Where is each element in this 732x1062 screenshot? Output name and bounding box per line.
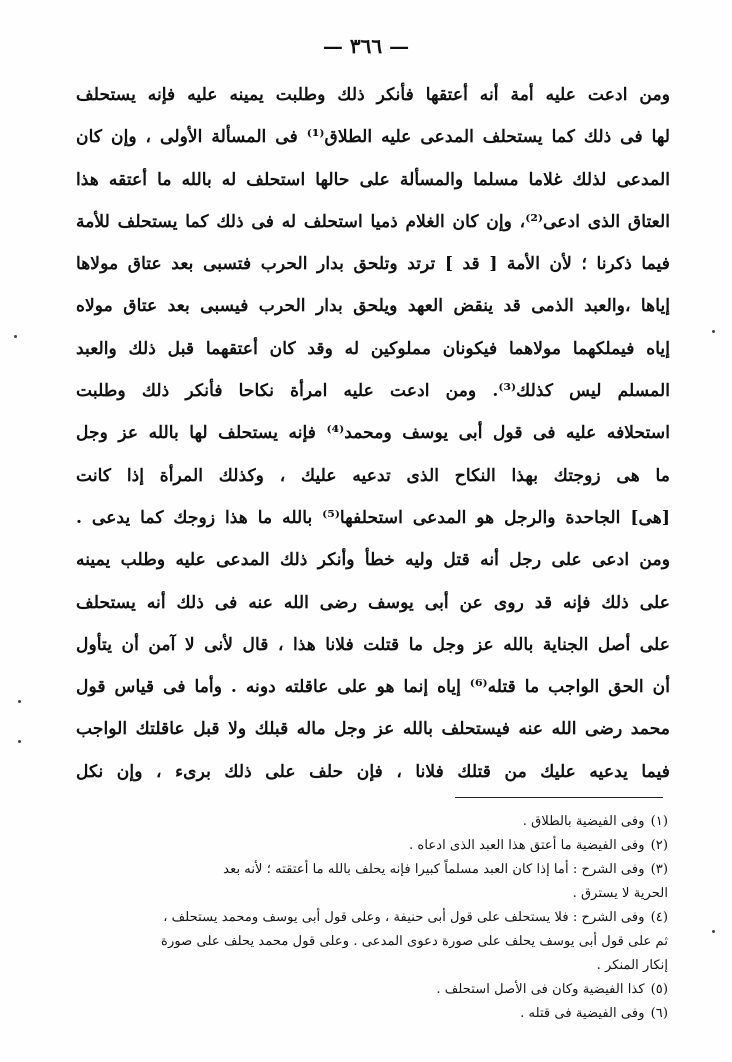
footnote-number: (٢): [650, 838, 668, 853]
footnotes: [78, 810, 668, 1026]
footnote: [78, 810, 668, 834]
text-line: المسلم ليس كذلك⁽³⁾. ومن ادعت عليه امرأة نكاحا فأنكر ذلك وطلبت: [76, 381, 670, 402]
text-line: المدعى لذلك غلاما مسلما والمسألة على حالها استحلف له بالله ما أعتقه هذا: [76, 169, 670, 190]
margin-dot: [18, 700, 21, 703]
footnote-text: وفى الفيضية ما أعتق هذا العبد الذى ادعاه .: [409, 838, 645, 853]
footnote: [78, 834, 668, 858]
main-text: [76, 74, 670, 793]
margin-dot: [14, 335, 17, 338]
margin-dot: [712, 330, 715, 333]
footnote-divider: [455, 797, 663, 798]
text-line: فيما ذكرنا ؛ لأن الأمة [ قد ] ترتد وتلحق بدار الحرب فتسبى بعد عتاق مولاها: [76, 254, 670, 275]
footnote-number: (١): [650, 814, 668, 829]
margin-dot: [712, 930, 715, 933]
text-line: إياه فيملكهما مولاهما فيكونان مملوكين له وقد كان أعتقهما قبل ذلك والعبد: [76, 338, 670, 359]
footnote-number: (٣): [650, 862, 668, 877]
footnote-number: (٤): [650, 910, 668, 925]
footnote-text: الحرية لا يسترق .: [572, 886, 668, 901]
footnote: [78, 1002, 668, 1026]
text-line: استحلافه عليه فى قول أبى يوسف ومحمد⁽⁴⁾ فإنه يستحلف لها بالله عز وجل: [76, 423, 670, 444]
text-line: إياها ،والعبد الذمى قد ينقض العهد ويلحق بدار الحرب فيسبى بعد عتاق مولاه: [76, 296, 670, 317]
text-line: لها فى ذلك كما يستحلف المدعى عليه الطلاق⁽¹⁾ فى المسألة الأولى ، وإن كان: [76, 127, 670, 148]
footnote-text: وفى الفيضية فى قتله .: [520, 1006, 645, 1021]
text-line: العتاق الذى ادعى⁽²⁾، وإن كان الغلام ذميا استحلف له فى ذلك كما يستحلف للأمة: [76, 211, 670, 232]
text-line: محمد رضى الله عنه فيستحلف بالله عز وجل ماله قبلك ولا قبل عاقلتك الواجب: [76, 719, 670, 740]
text-line: ومن ادعى على رجل أنه قتل وليه خطأ وأنكر ذلك المدعى عليه وطلب يمينه: [76, 550, 670, 571]
footnote-text: ثم على قول أبى يوسف يحلف على صورة دعوى المدعى . وعلى قول محمد يحلف على صورة: [161, 934, 668, 949]
text-line: [هى] الجاحدة والرجل هو المدعى استحلفها⁽⁵⁾ بالله ما هذا زوجك كما يدعى .: [76, 507, 670, 528]
footnote-text: وفى الشرح : فلا يستحلف على قول أبى حنيفة ، وعلى قول أبى يوسف ومحمد يستحلف ،: [163, 910, 645, 925]
footnote-text: وفى الشرح : أما إذا كان العبد مسلماً كبيرا فإنه يحلف بالله ما أعتقته ؛ لأنه بعد: [223, 862, 645, 877]
footnote: [78, 858, 668, 906]
text-line: ومن ادعت عليه أمة أنه أعتقها فأنكر ذلك وطلبت يمينه عليه فإنه يستحلف: [76, 85, 670, 105]
footnote-text: وفى الفيضية بالطلاق .: [522, 814, 645, 829]
footnote-text: كذا الفيضية وكان فى الأصل استحلف .: [436, 982, 645, 997]
text-line: فيما يدعيه عليك من قتلك فلانا ، فإن حلف على ذلك برىء ، وإن نكل: [76, 761, 670, 782]
footnote-text: إنكار المنكر .: [596, 958, 668, 973]
text-line: أن الحق الواجب ما قتله⁽⁶⁾ إياه إنما هو على عاقلته دونه . وأما فى قياس قول: [76, 677, 670, 698]
text-line: على ذلك فإنه قد روى عن أبى يوسف رضى الله عنه فى ذلك أنه يستحلف: [76, 592, 670, 613]
footnote: [78, 906, 668, 978]
margin-dot: [18, 740, 21, 743]
footnote-number: (٦): [650, 1006, 668, 1021]
text-line: ما هى زوجتك بهذا النكاح الذى تدعيه عليك ، وكذلك المرأة إذا كانت: [76, 465, 670, 486]
text-line: على أصل الجناية بالله عز وجل ما قتلت فلانا هذا ، قال لأنى لا آمن أن يتأول: [76, 634, 670, 655]
page-number: — ٣٦٦ —: [322, 34, 410, 58]
footnote-number: (٥): [650, 982, 668, 997]
footnote: [78, 978, 668, 1002]
